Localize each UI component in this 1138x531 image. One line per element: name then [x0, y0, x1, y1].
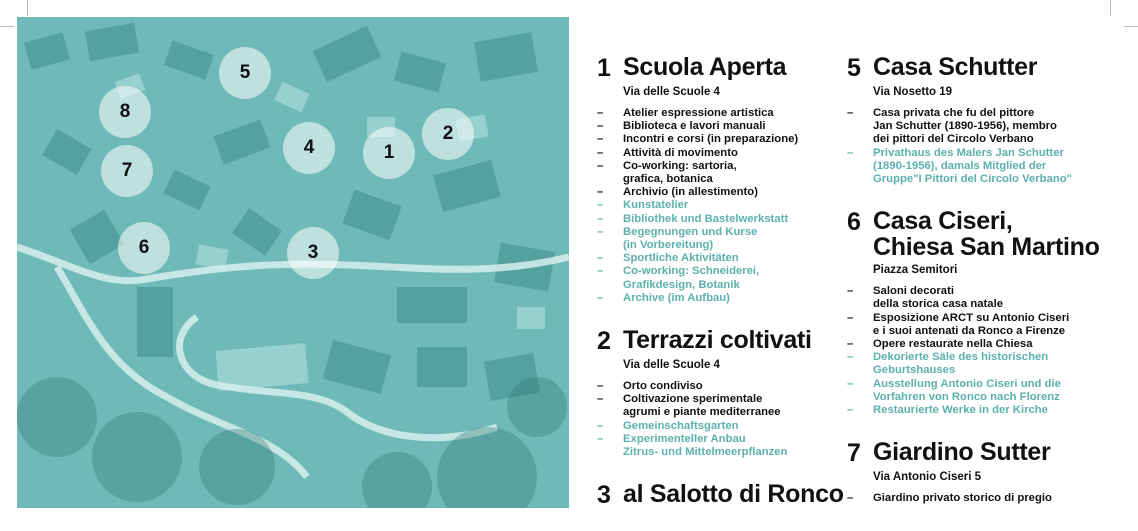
list-item: – Atelier espressione artistica [597, 107, 774, 119]
section-address: Piazza Semitori [873, 264, 958, 277]
section-title: Scuola Aperta [623, 53, 787, 81]
section-title: Casa Ciseri, Chiesa San Martino [873, 207, 1100, 262]
list-item: – Esposizione ARCT su Antonio Ciseri e i suoi antenati da Ronco a Firenze [847, 311, 1070, 337]
section-terrazzi-coltivati [597, 327, 847, 459]
map-marker-3[interactable]: 3 [287, 227, 339, 279]
list-item-de: – Dekorierte Säle des historischen Geburtshauses [847, 351, 1049, 377]
list-item-de: – Archive (im Aufbau) [597, 291, 730, 304]
crop-mark [1124, 26, 1138, 27]
list-item-de: – Bibliothek und Bastelwerkstatt [597, 212, 789, 225]
list-item: – Saloni decorati della storica casa natale [847, 285, 1003, 311]
list-item: – Co-working: sartoria, grafica, botanica [597, 159, 737, 186]
section-casa-ciseri [847, 208, 1117, 417]
section-address: Via Antonio Ciseri 5 [873, 471, 981, 484]
map-marker-4[interactable]: 4 [283, 122, 335, 174]
section-address: Via delle Scuole 4 [623, 359, 720, 372]
section-number: 1 [597, 54, 611, 82]
list-item-de: – Begegnungen und Kurse (in Vorbereitung) [597, 225, 758, 252]
crop-mark [1110, 0, 1111, 16]
map-marker-8[interactable]: 8 [99, 86, 151, 138]
list-item-de: – Co-working: Schneiderei, Grafikdesign, Botanik [597, 265, 760, 291]
section-al-salotto-di-ronco [597, 481, 847, 509]
list-item-de: – Experimenteller Anbau Zitrus- und Mittelmeerpflanzen [597, 432, 788, 459]
section-number: 6 [847, 208, 861, 237]
map-marker-5[interactable]: 5 [219, 47, 271, 99]
list-item: – Incontri e corsi (in preparazione) [597, 133, 799, 146]
legend-column-left [597, 54, 847, 531]
list-item: – Giardino privato storico di pregio [847, 492, 1052, 505]
map-marker-2[interactable]: 2 [422, 108, 474, 160]
map-marker-7[interactable]: 7 [101, 145, 153, 197]
aerial-map [17, 17, 569, 508]
section-title: Giardino Sutter [873, 438, 1051, 467]
list-item-de: – Gemeinschaftsgarten [597, 419, 739, 432]
section-casa-schutter [847, 54, 1117, 186]
list-item-de: – Restaurierte Werke in der Kirche [847, 404, 1048, 417]
section-number: 2 [597, 327, 611, 356]
list-item: – Orto condiviso [597, 380, 703, 393]
list-item: – Biblioteca e lavori manuali [597, 120, 766, 133]
section-title: Terrazzi coltivati [623, 326, 812, 355]
list-item: – Opere restaurate nella Chiesa [847, 338, 1033, 351]
section-number: 5 [847, 54, 861, 82]
section-title: al Salotto di Ronco [623, 480, 844, 509]
legend-column-right [847, 54, 1117, 527]
list-item-de: – Privathaus des Malers Jan Schutter (1890-1956), damals Mitglied der Gruppe"I Pittori del Circolo Verbano" [847, 146, 1073, 186]
section-address: Via Nosetto 19 [873, 86, 953, 98]
list-item: – Coltivazione sperimentale agrumi e piante mediterranee [597, 393, 781, 419]
crop-mark [0, 26, 14, 27]
section-address: Via delle Scuole 4 [623, 86, 720, 98]
section-number: 7 [847, 439, 861, 468]
map-marker-1[interactable]: 1 [363, 127, 415, 179]
list-item-de: – Kunstatelier [597, 199, 689, 212]
crop-mark [27, 0, 28, 16]
section-giardino-sutter [847, 439, 1117, 505]
section-number: 3 [597, 481, 611, 510]
list-item: – Casa privata che fu del pittore Jan Schutter (1890-1956), membro dei pittori del Circolo Verbano [847, 107, 1057, 146]
list-item-de: – Sportliche Aktivitäten [597, 252, 739, 265]
list-item: – Archivio (in allestimento) [597, 186, 758, 199]
section-title: Casa Schutter [873, 53, 1038, 81]
map-marker-6[interactable]: 6 [118, 222, 170, 274]
section-scuola-aperta [597, 54, 847, 305]
list-item-de: – Ausstellung Antonio Ciseri und die Vorfahren von Ronco nach Florenz [847, 377, 1061, 403]
list-item: – Attività di movimento [597, 146, 738, 159]
